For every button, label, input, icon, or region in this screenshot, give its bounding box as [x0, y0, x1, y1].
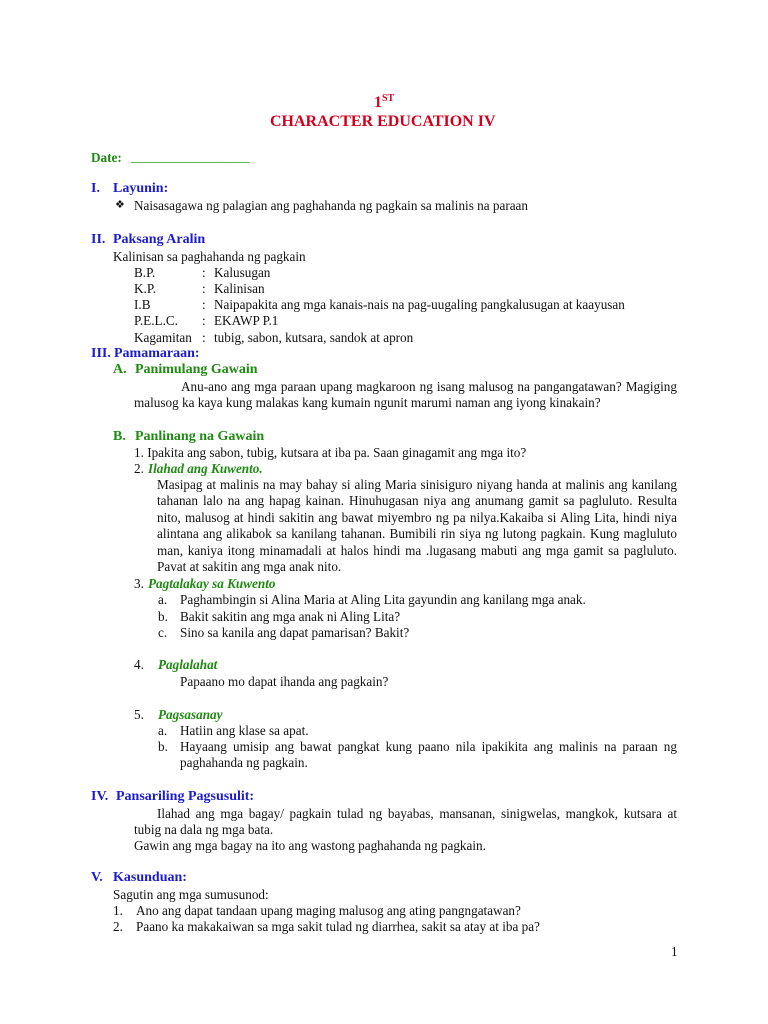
subsection-label: B.: [113, 429, 126, 444]
activity-item-number: 3.: [134, 576, 144, 591]
topic-colon: :: [202, 297, 206, 312]
page-number: 1: [671, 944, 678, 959]
topic-key: P.E.L.C.: [134, 313, 178, 328]
subsection-label: A.: [113, 362, 127, 377]
section-number: III.: [91, 346, 111, 361]
generalization-question: Papaano mo dapat ihanda ang pagkain?: [180, 674, 389, 689]
lesson-ordinal: 1ST: [374, 93, 395, 111]
activity-item-number: 2.: [134, 461, 144, 476]
list-letter: c.: [158, 625, 168, 640]
activity-item-title-pagtalakay: Pagtalakay sa Kuwento: [148, 576, 276, 591]
topic-key: K.P.: [134, 281, 156, 296]
topic-value: Kalinisan: [214, 281, 265, 296]
topic-key: Kagamitan: [134, 330, 192, 345]
discussion-question: Bakit sakitin ang mga anak ni Aling Lita?: [180, 609, 401, 624]
date-label: Date:: [91, 150, 122, 165]
topic-key: I.B: [134, 297, 151, 312]
assignment-number: 1.: [113, 903, 123, 918]
section-number: V.: [91, 870, 103, 885]
discussion-question: Paghambingin si Alina Maria at Aling Lita gayundin ang kanilang mga anak.: [180, 592, 586, 607]
assignment-question: Paano ka makakaiwan sa mga sakit tulad ng diarrhea, sakit sa atay at iba pa?: [136, 919, 540, 934]
document-title: CHARACTER EDUCATION IV: [270, 113, 496, 130]
topic-value: Naipapakita ang mga kanais-nais na pag-uugaling pangkalusugan at kaayusan: [214, 297, 625, 312]
assignment-question: Ano ang dapat tandaan upang maging malusog ang ating pangngatawan?: [136, 903, 521, 918]
objective-text: Naisasagawa ng palagian ang paghahanda ng pagkain sa malinis na paraan: [134, 198, 529, 213]
topic-colon: :: [202, 313, 206, 328]
subsection-title-panlinang-na-gawain: Panlinang na Gawain: [135, 429, 265, 444]
activity-item-title-ilahad: Ilahad ang Kuwento.: [148, 461, 263, 476]
topic-value: Kalusugan: [214, 265, 271, 280]
section-number: IV.: [91, 789, 109, 804]
list-letter: a.: [158, 592, 168, 607]
section-title-kasunduan: Kasunduan:: [113, 870, 187, 885]
topic-colon: :: [202, 265, 206, 280]
practice-step: Hatiin ang klase sa apat.: [180, 723, 309, 738]
assignment-number: 2.: [113, 919, 123, 934]
section-title-pansariling-pagsusulit: Pansariling Pagsusulit:: [116, 789, 255, 804]
activity-item-title-pagsasanay: Pagsasanay: [158, 707, 223, 722]
discussion-question: Sino sa kanila ang dapat pamarisan? Bakit?: [180, 625, 410, 640]
activity-item-1: 1. Ipakita ang sabon, tubig, kutsara at iba pa. Saan ginagamit ang mga ito?: [134, 445, 527, 460]
section-number: II.: [91, 232, 106, 247]
topic-colon: :: [202, 281, 206, 296]
assignment-intro: Sagutin ang mga sumusunod:: [113, 887, 269, 902]
subsection-title-panimulang-gawain: Panimulang Gawain: [135, 362, 258, 377]
section-number: I.: [91, 181, 100, 196]
introductory-question: Anu-ano ang mga paraan upang magkaroon ng isang malusog na pangangatawan? Magiging malusog ka kaya kung malakas kang kumain ngunit marumi naman ang iyong kinakain?: [134, 379, 677, 411]
list-letter: b.: [158, 609, 168, 624]
activity-item-number: 5.: [134, 707, 144, 722]
bullet-icon: ❖: [115, 199, 125, 211]
self-test-task: Gawin ang mga bagay na ito ang wastong paghahanda ng pagkain.: [134, 838, 486, 853]
list-letter: a.: [158, 723, 168, 738]
section-title-layunin: Layunin:: [113, 181, 169, 196]
section-title-pamamaraan: Pamamaraan:: [114, 346, 200, 361]
topic-value: tubig, sabon, kutsara, sandok at apron: [214, 330, 414, 345]
self-test-instruction: Ilahad ang mga bagay/ pagkain tulad ng bayabas, mansanan, sinigwelas, mangkok, kutsara at tubig na dala ng mga bata.: [134, 806, 677, 838]
list-letter: b.: [158, 739, 168, 754]
activity-item-title-paglalahat: Paglalahat: [158, 657, 218, 672]
topic-subtitle: Kalinisan sa paghahanda ng pagkain: [113, 249, 306, 264]
topic-key: B.P.: [134, 265, 156, 280]
activity-item-number: 4.: [134, 657, 144, 672]
topic-colon: :: [202, 330, 206, 345]
section-title-paksang-aralin: Paksang Aralin: [113, 232, 206, 247]
topic-value: EKAWP P.1: [214, 313, 279, 328]
practice-step: Hayaang umisip ang bawat pangkat kung paano nila ipakikita ang malinis na paraan ng paghahanda ng pagkain.: [180, 739, 677, 771]
story-paragraph: Masipag at malinis na may bahay si aling Maria sinisiguro niyang handa at malinis ang kanilang tahanan lalo na ang hapag kainan. Hinuhugasan niya ang anumang gamit sa pagluluto. Resulta nito, malusog at hindi sakitin ang bawat miyembro ng pa nilya.Kakaiba si Aling Lita, hindi niya alintana ang alikabok sa kanilang tahanan. Bumibili rin siya ng lutong pagkain. Kung magluluto man, kaniya itong minamadali at halos hindi ma .lugasang mabuti ang mga gamit sa pagluluto. Pavat at sakitin ang mga anak nito.: [157, 477, 677, 575]
date-blank: __________________: [131, 149, 250, 164]
